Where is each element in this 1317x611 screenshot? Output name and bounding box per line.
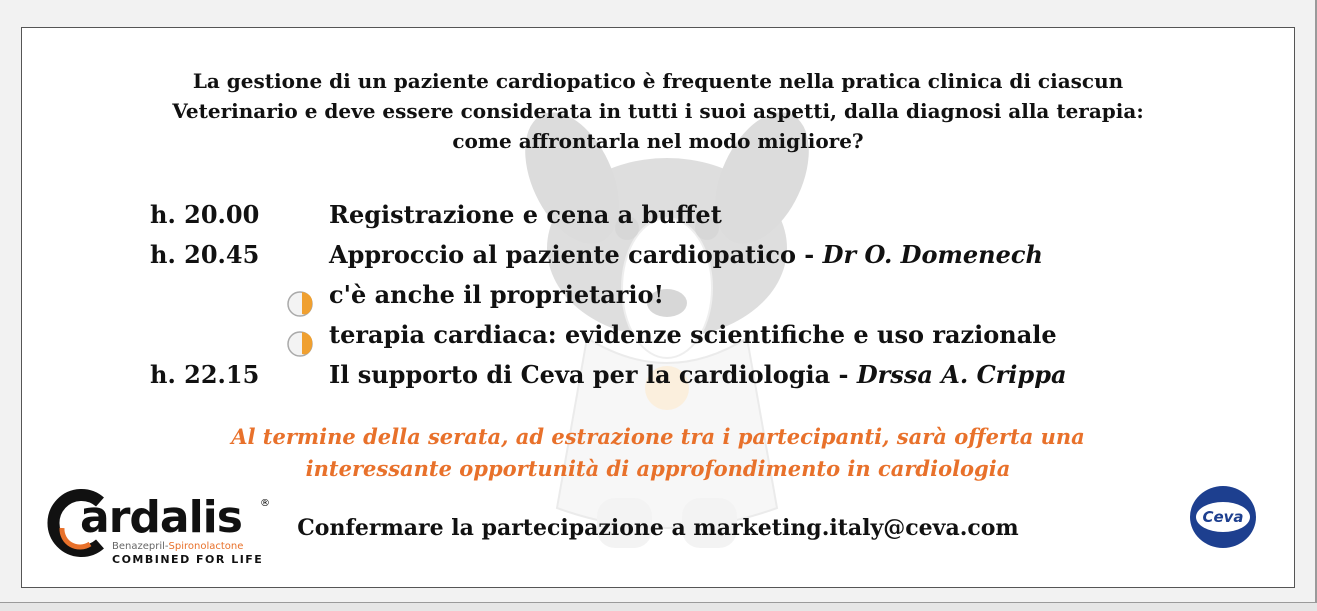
invitation-card [21, 27, 1295, 588]
cardalis-wordmark: ardalis [80, 492, 242, 543]
heart-bullet-icon [284, 286, 320, 318]
schedule-text: c'è anche il proprietario! [329, 280, 665, 309]
promo-line: interessante opportunità di approfondimento in cardiologia [305, 456, 1011, 481]
intro-paragraph [22, 66, 1294, 156]
page-bottom-edge [0, 602, 1317, 611]
ceva-logo-text: Ceva [1202, 508, 1244, 526]
ceva-logo [1188, 484, 1258, 550]
schedule-text: Approccio al paziente cardiopatico - Dr O. Domenech [329, 240, 1043, 269]
speaker-name: Dr O. Domenech [822, 240, 1043, 269]
schedule-time: h. 20.00 [150, 200, 260, 229]
schedule-text: Registrazione e cena a buffet [329, 200, 722, 229]
intro-line: Veterinario e deve essere considerata in tutti i suoi aspetti, dalla diagnosi alla terapia: [172, 99, 1144, 123]
schedule-time: h. 22.15 [150, 360, 260, 389]
schedule-time: h. 20.45 [150, 240, 260, 269]
rsvp-text: Confermare la partecipazione a marketing.italy@ceva.com [297, 515, 1019, 541]
schedule-text: Il supporto di Ceva per la cardiologia - Drssa A. Crippa [329, 360, 1067, 389]
schedule-text: terapia cardiaca: evidenze scientifiche e uso razionale [329, 320, 1057, 349]
cardalis-subtitle: Benazepril-Spironolactone [112, 541, 244, 552]
intro-line: come affrontarla nel modo migliore? [452, 129, 864, 153]
intro-line: La gestione di un paziente cardiopatico è frequente nella pratica clinica di ciascun [192, 69, 1124, 93]
speaker-name: Drssa A. Crippa [856, 360, 1067, 389]
promo-line: Al termine della serata, ad estrazione tra i partecipanti, sarà offerta una [231, 424, 1085, 449]
cardalis-tagline: COMBINED FOR LIFE [112, 553, 264, 566]
registered-mark: ® [260, 498, 270, 509]
cardalis-logo [42, 488, 272, 568]
promo-note [22, 421, 1294, 485]
heart-bullet-icon [284, 326, 320, 358]
